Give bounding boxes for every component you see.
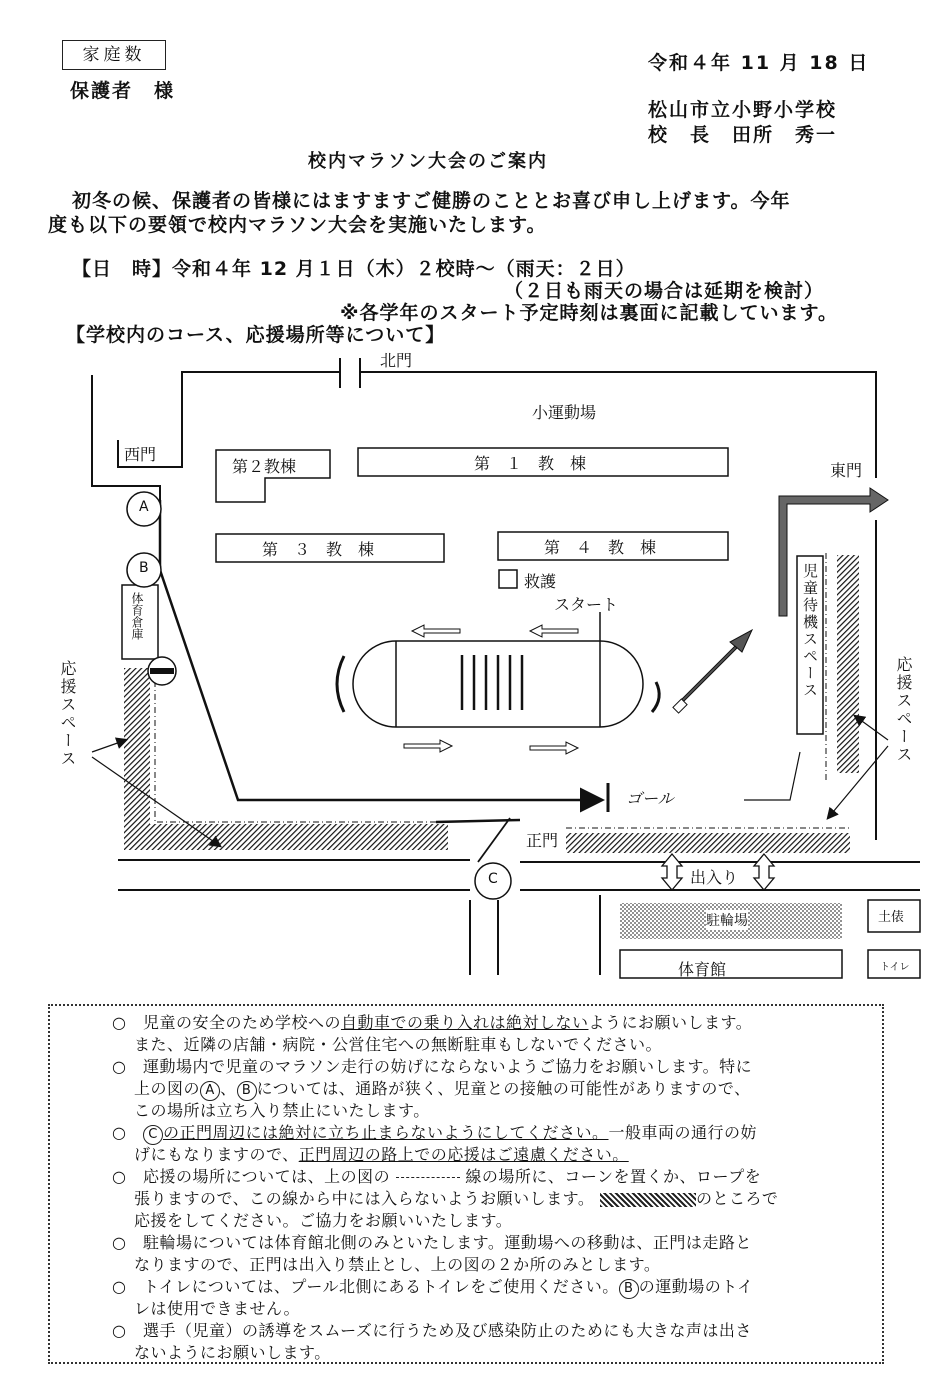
small-ground-label: 小運動場: [532, 403, 597, 422]
in-out-label: 出入り: [690, 868, 739, 887]
note-1-text-c: ようにお願いします。: [588, 1013, 753, 1032]
note-4-text-c: 張りますので、この線から中には入らないようお願いします。: [134, 1189, 595, 1208]
course-heading: 【学校内のコース、応援場所等について】: [66, 324, 446, 346]
notes-box: [48, 1004, 884, 1364]
gymnasium: [620, 950, 842, 978]
note-2-text-a: 上の図の: [134, 1079, 201, 1098]
west-gate-label: 西門: [124, 445, 157, 464]
dohyo-label: 土俵: [878, 910, 905, 925]
building-4-label: 第 ４ 教 棟: [544, 538, 657, 557]
note-7-line-1: ○ 選手（児童）の誘導をスムーズに行うため及び感染防止のためにも大きな声は出さ: [112, 1321, 752, 1340]
gym-label: 体育館: [678, 960, 727, 979]
note-2-text-b: については、通路が狭く、児童との接触の可能性がありますので、: [256, 1079, 751, 1098]
note-2-line-3: この場所は立ち入り禁止にいたします。: [134, 1101, 430, 1120]
building-2-label: 第２教棟: [232, 457, 297, 476]
dash-line-legend: [396, 1177, 460, 1178]
support-space-right-label: 応援スペース: [894, 656, 913, 764]
note-3-underlined-b: 正門周辺の路上での応援はご遠慮ください。: [298, 1145, 629, 1164]
note-3-text: 一般車両の通行の妨: [608, 1123, 758, 1142]
note-3-text-b: げにもなりますので、: [134, 1145, 299, 1164]
mark-c-inline: C: [143, 1125, 163, 1145]
note-1-line-1: [112, 1010, 752, 1033]
note-2-line-1: ○ 運動場内で児童のマラソン走行の妨げにならないようご協力をお願いします。特に: [112, 1057, 753, 1076]
hatch-legend: [600, 1193, 696, 1207]
principal-name: 校 長 田所 秀一: [648, 124, 838, 146]
note-2-sep: 、: [220, 1079, 237, 1098]
mark-a: A: [139, 499, 149, 515]
intro-line-1: 初冬の候、保護者の皆様にはますますご健勝のこととお喜び申し上げます。今年: [72, 190, 791, 212]
schedule-line-2: （２日も雨天の場合は延期を検討）: [504, 280, 825, 302]
note-4-line-1: [112, 1164, 761, 1187]
mark-c: C: [488, 871, 498, 887]
note-3-underlined: の正門周辺には絶対に立ち止まらないようにしてください。: [162, 1123, 609, 1142]
note-5-line-2: なりますので、正門は出入り禁止とし、上の図の２か所のみとします。: [134, 1255, 661, 1274]
diagonal-arrow: [673, 630, 752, 713]
note-1-text-a: ○ 児童の安全のため学校への: [112, 1013, 341, 1032]
note-4-text-d: のところで: [696, 1189, 779, 1208]
track: [353, 612, 643, 727]
school-name: 松山市立小野小学校: [648, 99, 838, 121]
schedule-line-1: 【日 時】令和４年 12 月１日（木）２校時～（雨天：２日）: [72, 258, 636, 280]
gym-storage-label: 体育倉庫: [130, 592, 144, 640]
note-4-line-3: 応援をしてください。ご協力をお願いいたします。: [134, 1211, 513, 1230]
support-space-left-label: 応援スペース: [58, 660, 77, 768]
page-title: 校内マラソン大会のご案内: [308, 151, 548, 172]
date: 令和４年 11 月 18 日: [648, 52, 870, 74]
waiting-space-label: 児童待機スペース: [801, 563, 819, 699]
mark-a-inline: A: [200, 1081, 220, 1101]
building-3-label: 第 ３ 教 棟: [262, 540, 375, 559]
mark-b: B: [139, 560, 149, 576]
first-aid-label: 救護: [524, 572, 557, 591]
goal-label: ゴール: [626, 789, 674, 808]
note-4-line-2: [134, 1186, 778, 1209]
north-gate-label: 北門: [380, 351, 413, 370]
note-4-text-b: 線の場所に、コーンを置くか、ロープを: [465, 1167, 762, 1186]
addressee: 保護者 様: [70, 80, 176, 102]
note-6-text-b: の運動場のトイ: [638, 1277, 754, 1296]
building-1-label: 第 １ 教 棟: [474, 454, 587, 473]
note-1-line-2: また、近隣の店舗・病院・公営住宅への無断駐車もしないでください。: [134, 1035, 663, 1054]
east-gate-label: 東門: [830, 461, 863, 480]
bike-parking-label: 駐輪場: [706, 910, 748, 930]
note-4-text-a: ○ 応援の場所については、上の図の: [112, 1167, 391, 1186]
note-7-line-2: ないようにお願いします。: [134, 1343, 331, 1362]
household-count-box: 家庭数: [62, 40, 166, 70]
support-areas: [124, 555, 859, 853]
east-gate-arrow: [779, 488, 888, 616]
schedule-line-3: ※各学年のスタート予定時刻は裏面に記載しています。: [340, 302, 838, 324]
buildings: [122, 448, 920, 978]
note-5-line-1: ○ 駐輪場については体育館北側のみといたします。運動場への移動は、正門は走路と: [112, 1233, 752, 1252]
first-aid-box: [499, 570, 517, 588]
note-3-line-2: [134, 1142, 629, 1165]
mark-b-inline: B: [237, 1081, 257, 1101]
note-6-text-a: ○ トイレについては、プール北側にあるトイレをご使用ください。: [112, 1277, 619, 1296]
note-6-line-2: レは使用できません。: [134, 1299, 300, 1318]
note-1-text-b: 自動車での乗り入れは絶対しない: [340, 1013, 589, 1032]
intro-line-2: 度も以下の要領で校内マラソン大会を実施いたします。: [48, 214, 547, 236]
note-3-bullet: ○: [112, 1123, 127, 1142]
start-label: スタート: [554, 595, 619, 614]
toilet-label: トイレ: [880, 962, 910, 973]
main-gate-label: 正門: [526, 831, 559, 850]
mark-b-inline-2: B: [619, 1279, 639, 1299]
